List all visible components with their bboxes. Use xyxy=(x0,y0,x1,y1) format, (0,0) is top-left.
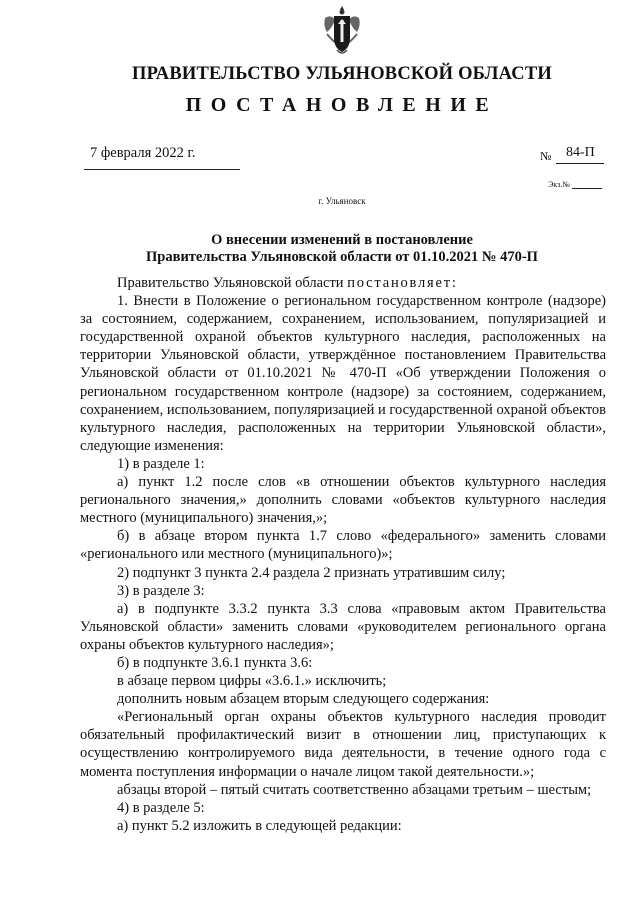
document-number: 84-П xyxy=(566,145,595,160)
document-body xyxy=(80,274,606,835)
body-paragraph: 1. Внести в Положение о региональном государственном контроле (надзоре) за состоянием, содержанием, сохранением, использованием, популяризацией и государственной охраной объектов культурного наследия, расположенных на территории Ульяновской области, утверждённое постановлением Правительства Ульяновской области от 01.10.2021 № 470-П «Об утверждении Положения о региональном государственном контроле (надзоре) за состоянием, содержанием, сохранением, использованием, популяризацией и государственной охраной объектов культурного наследия, расположенных на территории Ульяновской области», следующие изменения: xyxy=(80,293,606,454)
intro-decree-word: постановляет: xyxy=(347,275,458,291)
number-sign: № xyxy=(540,149,552,163)
body-paragraph: б) в подпункте 3.6.1 пункта 3.6: xyxy=(117,654,313,671)
body-paragraph: абзацы второй – пятый считать соответственно абзацами третьим – шестым; xyxy=(117,781,592,798)
body-paragraph: а) в подпункте 3.3.2 пункта 3.3 слова «правовым актом Правительства Ульяновской области» заменить словами «руководителем регионального органа охраны объектов культурного наследия»; xyxy=(80,600,606,653)
body-paragraph: а) пункт 1.2 после слов «в отношении объектов культурного наследия регионального значения,» дополнить словами «объектов культурного наследия местного (муниципального) значения,»; xyxy=(80,474,606,527)
intro-prefix: Правительство Ульяновской области xyxy=(117,275,348,291)
body-paragraph: в абзаце первом цифры «3.6.1.» исключить; xyxy=(117,673,387,690)
coat-of-arms-icon xyxy=(321,4,363,58)
document-type: ПОСТАНОВЛЕНИЕ xyxy=(185,94,499,116)
subject-line-1: О внесении изменений в постановление xyxy=(211,232,473,248)
number-underline xyxy=(556,163,604,164)
body-paragraph: 4) в разделе 5: xyxy=(117,799,205,816)
body-paragraph: а) пункт 5.2 изложить в следующей редакции: xyxy=(117,817,402,834)
subject-line-2: Правительства Ульяновской области от 01.10.2021 № 470-П xyxy=(146,249,538,265)
date-underline xyxy=(84,169,240,170)
body-paragraph: 3) в разделе 3: xyxy=(117,582,205,599)
organization-title: ПРАВИТЕЛЬСТВО УЛЬЯНОВСКОЙ ОБЛАСТИ xyxy=(132,64,552,84)
body-paragraph: 2) подпункт 3 пункта 2.4 раздела 2 признать утратившим силу; xyxy=(117,564,506,581)
body-paragraph: дополнить новым абзацем вторым следующего содержания: xyxy=(117,691,490,708)
copy-number-underline xyxy=(572,188,602,189)
city: г. Ульяновск xyxy=(318,196,366,206)
body-paragraph: б) в абзаце втором пункта 1.7 слово «федерального» заменить словами «регионального или местного (муниципального)»; xyxy=(80,528,606,563)
intro-paragraph xyxy=(80,274,606,292)
copy-number-label: Экз.№ xyxy=(548,180,570,189)
body-paragraph: «Региональный орган охраны объектов культурного наследия проводит обязательный профилактический визит в отношении лиц, приступающих к осуществлению контролируемого вида деятельности, в течение одного года с момента поступления информации о начале лицом такой деятельности.»; xyxy=(80,709,606,780)
document-subject xyxy=(0,232,640,266)
body-paragraph: 1) в разделе 1: xyxy=(117,455,205,472)
document-date: 7 февраля 2022 г. xyxy=(90,145,196,161)
